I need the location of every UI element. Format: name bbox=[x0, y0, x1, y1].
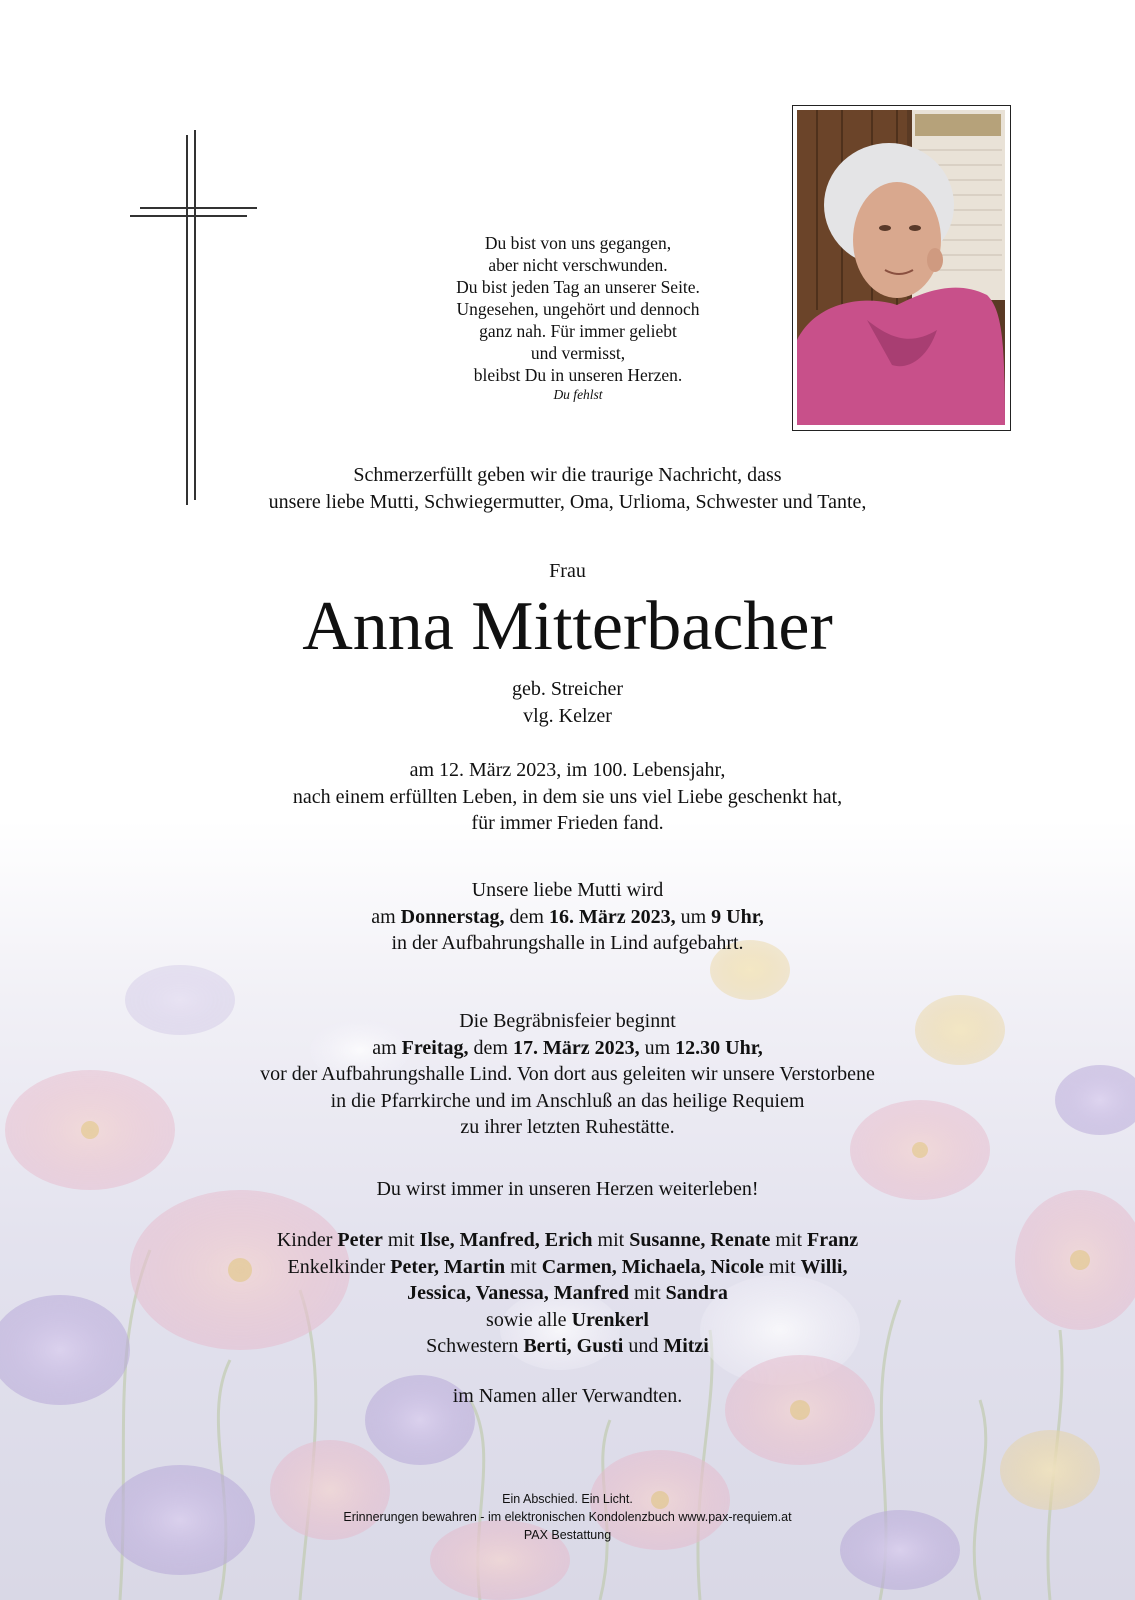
funeral-line: zu ihrer letzten Ruhestätte. bbox=[460, 1116, 675, 1138]
memorial-poem bbox=[380, 232, 776, 404]
footer-line: Erinnerungen bewahren - im elektronischen Kondolenzbuch www.pax-requiem.at bbox=[343, 1510, 792, 1524]
poem-signature: Du fehlst bbox=[553, 387, 603, 402]
word: mit bbox=[387, 1229, 415, 1251]
word: dem bbox=[509, 905, 544, 928]
poem-line: Ungesehen, ungehört und dennoch bbox=[456, 299, 700, 319]
passing-details bbox=[0, 757, 1135, 837]
word: am bbox=[371, 905, 396, 928]
mourner-name: Mitzi bbox=[663, 1335, 709, 1357]
word: sowie alle bbox=[486, 1308, 567, 1331]
intro-line: Schmerzerfüllt geben wir die traurige Nachricht, dass bbox=[353, 464, 782, 486]
funeral-date: 17. März 2023, bbox=[512, 1036, 640, 1059]
viewing-time: 9 Uhr, bbox=[711, 905, 764, 928]
word: am bbox=[372, 1036, 397, 1059]
poem-line: Du bist jeden Tag an unserer Seite. bbox=[456, 277, 700, 297]
deceased-name: Anna Mitterbacher bbox=[302, 588, 833, 665]
deceased-title: Frau bbox=[549, 560, 586, 582]
word: dem bbox=[473, 1036, 508, 1059]
mourner-name: Susanne, Renate bbox=[629, 1229, 771, 1251]
mourners-list bbox=[0, 1227, 1135, 1360]
intro-line: unsere liebe Mutti, Schwiegermutter, Oma, Urlioma, Schwester und Tante, bbox=[268, 490, 867, 513]
mourner-name: Berti, Gusti bbox=[523, 1335, 624, 1357]
vulgo-name: vlg. Kelzer bbox=[523, 704, 612, 727]
word: um bbox=[680, 905, 707, 928]
word: Schwestern bbox=[426, 1335, 519, 1357]
poem-line: Du bist von uns gegangen, bbox=[484, 233, 672, 253]
word: mit bbox=[768, 1255, 796, 1278]
funeral-date-line bbox=[0, 1035, 1135, 1062]
mourner-name: Peter bbox=[337, 1229, 383, 1251]
children-line bbox=[0, 1227, 1135, 1254]
word: Enkelkinder bbox=[287, 1255, 386, 1278]
word: mit bbox=[633, 1282, 661, 1304]
funeral-line: Die Begräbnisfeier beginnt bbox=[459, 1010, 676, 1032]
passing-line: nach einem erfüllten Leben, in dem sie uns viel Liebe geschenkt hat, bbox=[292, 785, 843, 808]
sisters-line bbox=[0, 1333, 1135, 1360]
grandchildren-line bbox=[0, 1254, 1135, 1281]
word: um bbox=[644, 1036, 671, 1059]
closing-line: im Namen aller Verwandten. bbox=[452, 1385, 683, 1407]
great-grandchildren-line bbox=[0, 1307, 1135, 1334]
grandchildren-line-2 bbox=[0, 1280, 1135, 1307]
mourner-name: Jessica, Vanessa, Manfred bbox=[407, 1282, 629, 1304]
portrait-photo bbox=[797, 110, 1005, 425]
birth-name: geb. Streicher bbox=[511, 678, 624, 700]
footer-line: PAX Bestattung bbox=[523, 1528, 612, 1542]
funeral-line: in die Pfarrkirche und im Anschluß an das heilige Requiem bbox=[330, 1089, 805, 1112]
word: mit bbox=[510, 1255, 537, 1278]
mourner-name: Urenkerl bbox=[571, 1308, 649, 1331]
cross-icon bbox=[130, 130, 260, 510]
viewing-date-line bbox=[0, 904, 1135, 931]
viewing-date: 16. März 2023, bbox=[548, 905, 676, 928]
passing-line: am 12. März 2023, im 100. Lebensjahr, bbox=[409, 759, 726, 781]
mourner-name: Franz bbox=[807, 1229, 859, 1251]
viewing-details bbox=[0, 877, 1135, 957]
poem-line: aber nicht verschwunden. bbox=[488, 255, 668, 275]
word: mit bbox=[775, 1229, 803, 1251]
portrait-frame bbox=[792, 105, 1011, 431]
mourner-name: Peter, Martin bbox=[390, 1255, 506, 1278]
viewing-line: in der Aufbahrungshalle in Lind aufgebahrt. bbox=[391, 932, 744, 954]
mourner-name: Sandra bbox=[665, 1282, 728, 1304]
birth-names bbox=[0, 676, 1135, 729]
footer bbox=[0, 1490, 1135, 1544]
footer-line: Ein Abschied. Ein Licht. bbox=[502, 1492, 633, 1506]
poem-line: ganz nah. Für immer geliebt bbox=[479, 321, 677, 341]
farewell-line: Du wirst immer in unseren Herzen weiterleben! bbox=[376, 1178, 759, 1200]
word: und bbox=[628, 1335, 659, 1357]
word: mit bbox=[597, 1229, 625, 1251]
mourner-name: Carmen, Michaela, Nicole bbox=[541, 1255, 764, 1278]
mourner-name: Ilse, Manfred, Erich bbox=[419, 1229, 593, 1251]
mourner-name: Willi, bbox=[800, 1255, 848, 1278]
funeral-time: 12.30 Uhr, bbox=[675, 1036, 763, 1059]
viewing-line: Unsere liebe Mutti wird bbox=[471, 879, 664, 901]
poem-line: und vermisst, bbox=[530, 343, 626, 363]
funeral-line: vor der Aufbahrungshalle Lind. Von dort aus geleiten wir unsere Verstorbene bbox=[260, 1063, 875, 1085]
funeral-details bbox=[0, 1008, 1135, 1141]
funeral-day: Freitag, bbox=[401, 1036, 469, 1059]
announcement-intro bbox=[0, 462, 1135, 515]
passing-line: für immer Frieden fand. bbox=[471, 812, 664, 834]
viewing-day: Donnerstag, bbox=[400, 905, 505, 928]
poem-line: bleibst Du in unseren Herzen. bbox=[473, 365, 683, 385]
word: Kinder bbox=[276, 1229, 333, 1251]
